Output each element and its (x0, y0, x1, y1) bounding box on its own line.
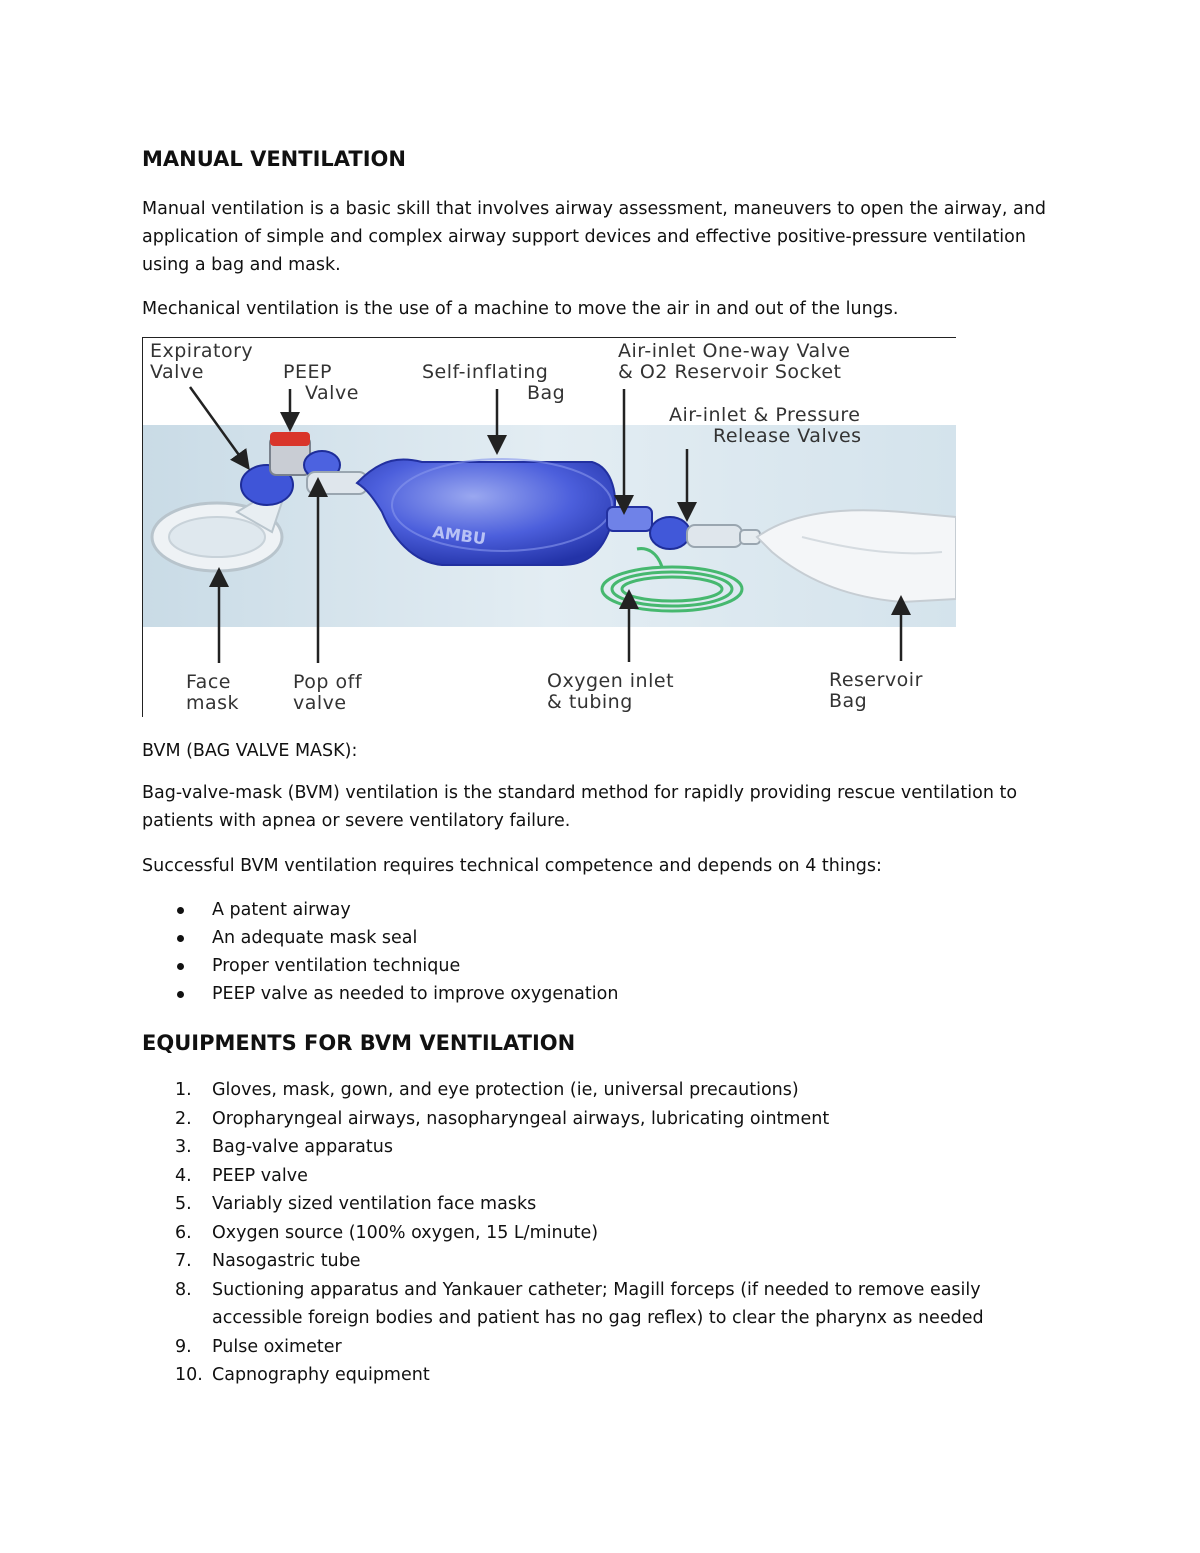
label-oxygen-inlet-line2: & tubing (547, 691, 633, 713)
label-face-mask-line2: mask (186, 692, 240, 714)
bvm-subheading: BVM (BAG VALVE MASK): (142, 741, 358, 761)
list-item-text: Gloves, mask, gown, and eye protection (ie, universal precautions) (212, 1080, 799, 1100)
label-air-inlet-pressure-line2: Release Valves (713, 425, 862, 447)
label-expiratory-valve-line1: Expiratory (150, 340, 254, 362)
bullet-icon (177, 963, 184, 970)
list-item (142, 1076, 1042, 1105)
manual-ventilation-paragraph: Manual ventilation is a basic skill that involves airway assessment, maneuvers to open the airway, and application of simple and complex airway support devices and effective positive-pressure ventilation using a bag and mask. (142, 199, 1046, 275)
label-peep-valve-line1: PEEP (283, 361, 332, 383)
bullet-icon (177, 907, 184, 914)
list-item (142, 1276, 1042, 1333)
label-air-inlet-pressure-line1: Air-inlet & Pressure (669, 404, 861, 426)
list-number: 9. (175, 1336, 192, 1357)
bvm-paragraph: Bag-valve-mask (BVM) ventilation is the standard method for rapidly providing rescue ventilation to patients with apnea or severe ventilatory failure. (142, 783, 1018, 831)
list-item-text: Suctioning apparatus and Yankauer catheter; Magill forceps (if needed to remove easily accessible foreign bodies and patient has no gag reflex) to clear the pharynx as needed (212, 1279, 984, 1328)
equipment-list (142, 1076, 1042, 1390)
list-item (142, 1333, 1042, 1362)
equipment-heading: EQUIPMENTS FOR BVM VENTILATION (142, 1031, 576, 1055)
label-expiratory-valve-line2: Valve (150, 361, 204, 383)
label-face-mask-line1: Face (186, 671, 231, 693)
list-item (142, 1190, 1042, 1219)
label-reservoir-line2: Bag (829, 690, 868, 712)
list-item-text: PEEP valve as needed to improve oxygenation (212, 984, 619, 1004)
success-paragraph: Successful BVM ventilation requires technical competence and depends on 4 things: (142, 856, 882, 876)
list-item (142, 980, 618, 1008)
label-air-inlet-oneway-line2: & O2 Reservoir Socket (618, 361, 842, 383)
list-item (142, 924, 618, 952)
label-oxygen-inlet-line1: Oxygen inlet (547, 670, 675, 692)
label-self-inflating-line2: Bag (527, 382, 566, 404)
mechanical-ventilation-paragraph: Mechanical ventilation is the use of a machine to move the air in and out of the lungs. (142, 299, 899, 319)
list-number: 10. (175, 1365, 203, 1385)
label-reservoir-line1: Reservoir (829, 669, 923, 691)
bvm-diagram (142, 337, 956, 717)
list-item-text: Oropharyngeal airways, nasopharyngeal airways, lubricating ointment (212, 1108, 830, 1129)
label-self-inflating-line1: Self-inflating (422, 361, 549, 383)
list-item (142, 952, 618, 980)
list-number: 4. (175, 1165, 192, 1186)
list-item-text: A patent airway (212, 900, 351, 920)
requirements-list (142, 896, 618, 1008)
page-title: MANUAL VENTILATION (142, 147, 406, 171)
label-pop-off-line2: valve (293, 692, 347, 714)
list-number: 1. (175, 1080, 192, 1100)
label-air-inlet-oneway-line1: Air-inlet One-way Valve (618, 340, 851, 362)
brand-text: AMBU (431, 522, 488, 549)
label-pop-off-line1: Pop off (293, 671, 363, 693)
list-item-text: An adequate mask seal (212, 928, 418, 948)
list-number: 2. (175, 1108, 192, 1129)
list-item-text: Pulse oximeter (212, 1336, 342, 1357)
list-item (142, 896, 618, 924)
list-item (142, 1219, 1042, 1248)
list-item (142, 1247, 1042, 1276)
list-number: 6. (175, 1222, 192, 1243)
list-item (142, 1105, 1042, 1134)
list-item-text: Proper ventilation technique (212, 956, 461, 976)
bullet-icon (177, 991, 184, 998)
list-item-text: Oxygen source (100% oxygen, 15 L/minute) (212, 1222, 599, 1243)
label-peep-valve-line2: Valve (305, 382, 359, 404)
list-item-text: Capnography equipment (212, 1365, 430, 1385)
list-number: 3. (175, 1137, 192, 1157)
list-item (142, 1162, 1042, 1191)
list-item (142, 1361, 1042, 1390)
list-item-text: PEEP valve (212, 1165, 308, 1186)
list-item-text: Variably sized ventilation face masks (212, 1194, 537, 1214)
list-item-text: Nasogastric tube (212, 1251, 361, 1271)
list-number: 5. (175, 1194, 192, 1214)
list-item (142, 1133, 1042, 1162)
list-number: 8. (175, 1279, 192, 1300)
bullet-icon (177, 935, 184, 942)
list-number: 7. (175, 1251, 192, 1271)
list-item-text: Bag-valve apparatus (212, 1137, 393, 1157)
